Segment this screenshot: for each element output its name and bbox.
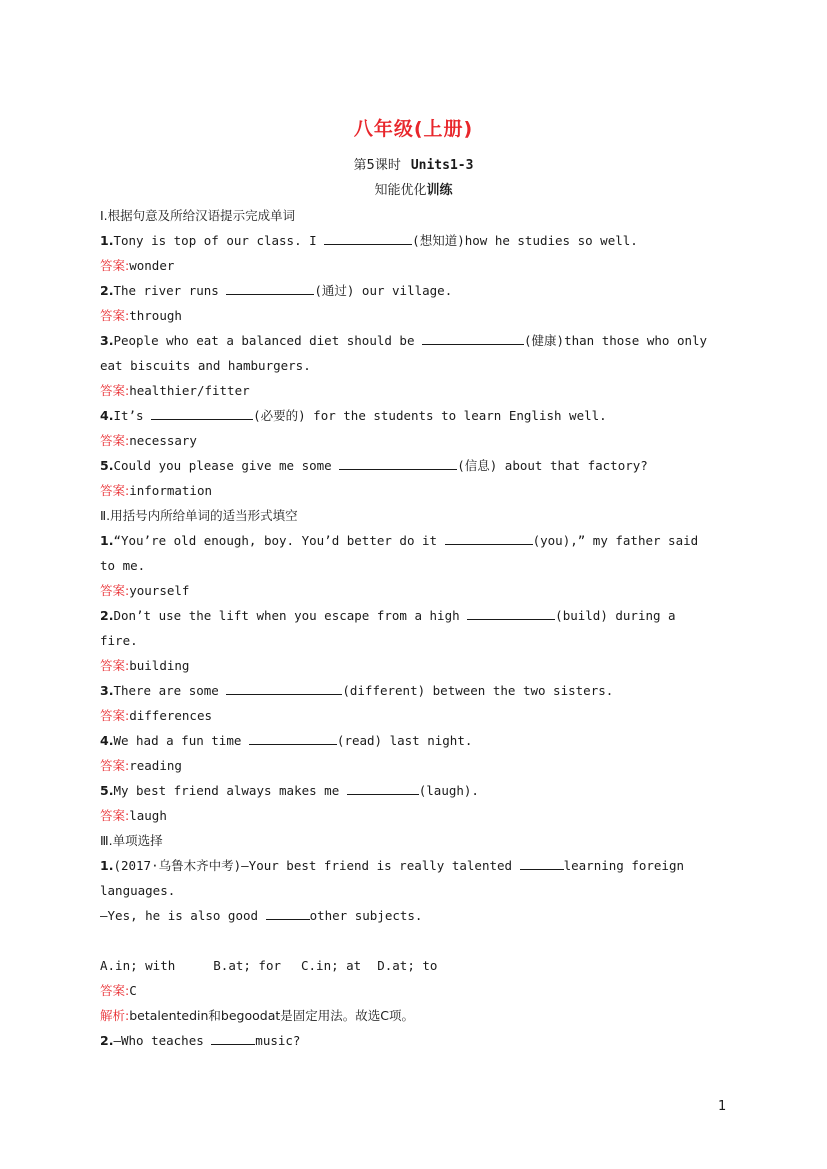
answer-line [100, 303, 727, 328]
units-range: Units1-3 [410, 158, 474, 173]
question-number: 3. [100, 683, 114, 698]
answer-line [100, 653, 727, 678]
answer-text: C [129, 983, 137, 998]
answer-text: through [129, 308, 182, 323]
answer-label: 答案: [100, 658, 130, 673]
question-number: 4. [100, 408, 114, 423]
question-line: 1.Tony is top of our class. I (想知道)how he studies so well. [100, 228, 727, 253]
question-line: 2.—Who teaches music? [100, 1028, 727, 1053]
practice-heading-bold: 训练 [426, 183, 453, 198]
analysis-text: betalentedin和begoodat是固定用法。故选C项。 [129, 1008, 414, 1023]
question-number: 1. [100, 533, 114, 548]
option-d: D.at; to [377, 958, 438, 973]
answer-line [100, 578, 727, 603]
question-line: 4.We had a fun time (read) last night. [100, 728, 727, 753]
answer-blank [445, 530, 533, 545]
answer-text: information [129, 483, 213, 498]
answer-line [100, 703, 727, 728]
answer-label: 答案: [100, 758, 130, 773]
answer-label: 答案: [100, 258, 130, 273]
question-line: 2.The river runs (通过) our village. [100, 278, 727, 303]
question-line: —Yes, he is also good other subjects. [100, 903, 727, 928]
answer-label: 答案: [100, 808, 130, 823]
page-number: 1 [718, 1099, 727, 1114]
answer-line [100, 478, 727, 503]
answer-text: laugh [129, 808, 167, 823]
options-line [100, 953, 727, 978]
question-continuation: eat biscuits and hamburgers. [100, 358, 311, 373]
answer-blank [339, 455, 457, 470]
question-source: (2017·乌鲁木齐中考) [113, 858, 242, 873]
answer-text: building [129, 658, 190, 673]
lesson-subtitle [0, 154, 827, 173]
answer-line [100, 428, 727, 453]
question-number: 1. [100, 858, 114, 873]
question-number: 2. [100, 1033, 114, 1048]
answer-text: yourself [129, 583, 190, 598]
page-title: 八年级(上册) [353, 118, 474, 140]
lesson-number: 第5课时 [353, 158, 401, 173]
answer-line [100, 253, 727, 278]
answer-blank [347, 780, 419, 795]
answer-text: wonder [129, 258, 175, 273]
question-line: 5.Could you please give me some (信息) about that factory? [100, 453, 727, 478]
question-line: 3.People who eat a balanced diet should be (健康)than those who only [100, 328, 727, 353]
section-heading: Ⅰ.根据句意及所给汉语提示完成单词 [100, 208, 296, 223]
answer-label: 答案: [100, 983, 130, 998]
question-number: 2. [100, 283, 114, 298]
question-line: 1.“You’re old enough, boy. You’d better do it (you),” my father said [100, 528, 727, 553]
question-number: 5. [100, 458, 114, 473]
answer-blank [324, 230, 412, 245]
answer-blank [422, 330, 524, 345]
answer-label: 答案: [100, 308, 130, 323]
question-number: 2. [100, 608, 114, 623]
answer-line [100, 753, 727, 778]
answer-line [100, 803, 727, 828]
analysis-line [100, 1003, 727, 1028]
question-line: 5.My best friend always makes me (laugh). [100, 778, 727, 803]
question-continuation: languages. [100, 883, 176, 898]
question-number: 4. [100, 733, 114, 748]
answer-text: reading [129, 758, 182, 773]
section-heading: Ⅲ.单项选择 [100, 833, 163, 848]
answer-blank [226, 680, 342, 695]
option-a: A.in; with [100, 958, 176, 973]
answer-blank [467, 605, 555, 620]
question-line: 2.Don’t use the lift when you escape from a high (build) during a [100, 603, 727, 628]
analysis-label: 解析: [100, 1008, 130, 1023]
answer-line [100, 978, 727, 1003]
practice-heading [0, 179, 827, 198]
answer-blank [520, 855, 564, 870]
section-heading: Ⅱ.用括号内所给单词的适当形式填空 [100, 508, 298, 523]
question-number: 5. [100, 783, 114, 798]
answer-blank [211, 1030, 255, 1045]
question-line: 4.It’s (必要的) for the students to learn English well. [100, 403, 727, 428]
question-continuation: fire. [100, 633, 138, 648]
answer-label: 答案: [100, 383, 130, 398]
practice-heading-normal: 知能优化 [374, 183, 427, 198]
question-number: 1. [100, 233, 114, 248]
blank-line [100, 928, 727, 953]
answer-text: healthier/fitter [129, 383, 250, 398]
question-continuation: to me. [100, 558, 146, 573]
answer-label: 答案: [100, 708, 130, 723]
answer-blank [249, 730, 337, 745]
answer-text: necessary [129, 433, 197, 448]
answer-blank [226, 280, 314, 295]
question-number: 3. [100, 333, 114, 348]
option-b: B.at; for [213, 958, 281, 973]
exercise-content [100, 203, 727, 1053]
question-line: 1.(2017·乌鲁木齐中考)—Your best friend is really talented learning foreign [100, 853, 727, 878]
answer-label: 答案: [100, 483, 130, 498]
answer-label: 答案: [100, 583, 130, 598]
answer-blank [151, 405, 253, 420]
question-line: 3.There are some (different) between the two sisters. [100, 678, 727, 703]
answer-line [100, 378, 727, 403]
answer-blank [266, 905, 310, 920]
answer-label: 答案: [100, 433, 130, 448]
answer-text: differences [129, 708, 213, 723]
option-c: C.in; at [301, 958, 362, 973]
